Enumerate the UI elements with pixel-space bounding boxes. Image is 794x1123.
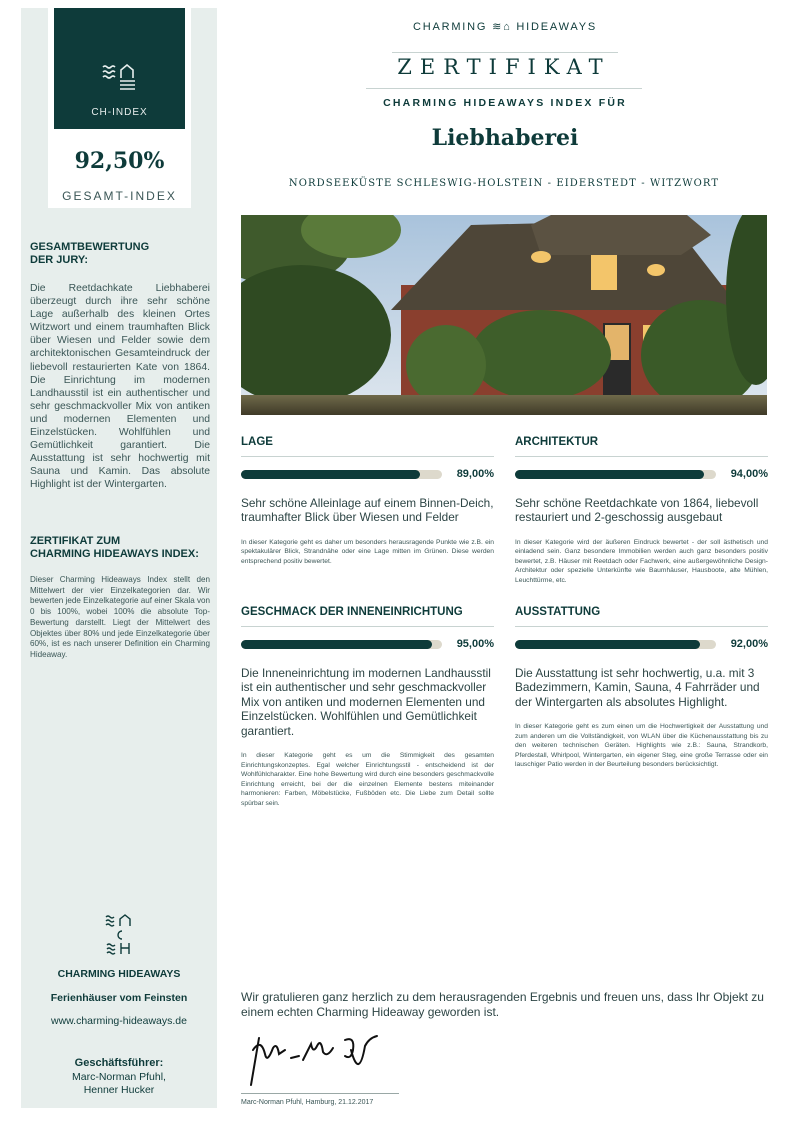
score-bar-track <box>515 640 716 649</box>
category-summary: Sehr schöne Alleinlage auf einem Binnen-Deich, traumhafter Blick über Wiesen und Felder <box>241 496 494 525</box>
score-bar-track <box>241 470 442 479</box>
company-tagline: Ferienhäuser vom Feinsten <box>50 992 188 1004</box>
score-value: 89,00% <box>456 468 494 480</box>
score-value: 92,00% <box>730 638 768 650</box>
handwritten-signature <box>241 1030 401 1090</box>
category-rule <box>241 626 494 627</box>
property-name: Liebhaberei <box>431 125 579 151</box>
title-rule-top <box>392 52 618 53</box>
score-bar-fill <box>515 470 704 479</box>
score-bar-fill <box>241 640 432 649</box>
ch-index-logo <box>54 8 185 129</box>
score-bar <box>515 638 768 652</box>
property-photo <box>241 215 767 415</box>
signature-line <box>241 1093 399 1094</box>
title-rule-bottom <box>366 88 642 89</box>
jury-text: Die Reetdachkate Liebhaberei überzeugt durch ihre sehr schöne Lage außerhalb des kleinen Ortes Witzwort und einem traumhaften Blick über Wiesen und Felder sowie dem architektonischen Gesamteindruck der liebevoll restaurierten Kate von 1864. Die Einrichtung im modernen Landhausstil ist ein authentischer und sehr geschmackvoller Mix von antiken und modernen Elementen und Einzelstücken. Wohlfühlen und Gemütlichkeit garantiert. Die Ausstattung ist sehr hochwertig mit Sauna und Kamin. Das absolute Highlight ist der Wintergarten. <box>30 283 210 491</box>
company-name: CHARMING HIDEAWAYS <box>57 968 181 980</box>
score-bar-track <box>515 470 716 479</box>
category-title: ARCHITEKTUR <box>515 436 599 448</box>
category-summary: Die Ausstattung ist sehr hochwertig, u.a. mit 3 Badezimmern, Kamin, Sauna, 4 Fahrräder und der Wintergarten als absolutes Highlight. <box>515 666 760 709</box>
index-explanation: Dieser Charming Hideaways Index stellt den Mittelwert der vier Einzelkategorien dar. Wir bewerten jede Einzelkategorie auf einer Skala von 0 bis 100%, wobei 100% die absolute Top-Bewertung darstellt. Liegt der Mittelwert des Objektes über 80% und jede Einzelkategorie über 60%, ist es nach unserer Definition ein Charming Hideaway. <box>30 575 210 659</box>
score-bar <box>241 468 494 482</box>
category-summary: Die Inneneinrichtung im modernen Landhausstil ist ein authentischer und sehr geschmackvoller Mix von antiken und modernen Elementen und Einzelstücken. Wohlfühlen und Gemütlichkeit garantiert. <box>241 666 491 738</box>
category-rule <box>515 456 768 457</box>
ceo-label: Geschäftsführer: <box>74 1057 164 1069</box>
certificate-title: ZERTIFIKAT <box>397 55 611 79</box>
jury-heading: GESAMTBEWERTUNG DER JURY: <box>30 241 150 266</box>
ceo-name-1: Marc-Norman Pfuhl, <box>72 1071 166 1083</box>
congratulations-text: Wir gratulieren ganz herzlich zu dem herausragenden Ergebnis und freuen uns, dass Ihr Objekt zu einem echten Charming Hideaway geworden ist. <box>241 990 764 1019</box>
category-description: In dieser Kategorie geht es daher um besonders herausragende Punkte wie z.B. ein spektakulärer Blick, Strandnähe oder eine Lage mitten im Grünen. Diese werden entsprechend positiv bewertet. <box>241 538 494 565</box>
category-description: In dieser Kategorie geht es zum einen um die Hochwertigkeit der Ausstattung und zum anderen um die Vollständigkeit, von WLAN über die Küchenausstattung bis zu den weiteren technischen Geräten. Highlights wie z.B.: Sauna, Strandkorb, Pferdestall, Whirlpool, Wintergarten, ein eigener Steg, eine große Terrasse oder ein lauschiger Patio werden in der Beurteilung besonders berücksichtigt. <box>515 723 768 769</box>
score-bar-track <box>241 640 442 649</box>
certificate-subtitle: CHARMING HIDEAWAYS INDEX FÜR <box>383 97 627 109</box>
index-card <box>48 8 191 208</box>
category-lage <box>241 436 494 566</box>
website-link[interactable]: www.charming-hideaways.de <box>51 1015 187 1027</box>
category-rule <box>515 626 768 627</box>
score-bar-fill <box>515 640 700 649</box>
category-architektur <box>515 436 768 585</box>
property-location: NORDSEEKÜSTE SCHLESWIG-HOLSTEIN - EIDERSTEDT - WITZWORT <box>288 178 720 189</box>
score-value: 94,00% <box>730 468 768 480</box>
ch-logo-icon <box>102 64 136 90</box>
category-summary: Sehr schöne Reetdachkate von 1864, liebevoll restauriert und 2-geschossig ausgebaut <box>515 496 759 525</box>
gesamt-index-value: 92,50% <box>74 148 165 174</box>
sidebar <box>21 8 217 1108</box>
brand-logo: CHARMING ≋⌂ HIDEAWAYS <box>412 21 598 33</box>
category-title: AUSSTATTUNG <box>515 606 601 618</box>
index-heading: ZERTIFIKAT ZUM CHARMING HIDEAWAYS INDEX: <box>30 535 199 560</box>
signature-caption: Marc-Norman Pfuhl, Hamburg, 21.12.2017 <box>241 1099 374 1106</box>
thatched-cottage-image <box>241 215 767 415</box>
category-title: LAGE <box>241 436 273 448</box>
gesamt-index-caption: GESAMT-INDEX <box>62 189 177 203</box>
ch-monogram-icon <box>104 913 134 955</box>
category-rule <box>241 456 494 457</box>
ch-index-label: CH-INDEX <box>91 107 148 118</box>
category-title: GESCHMACK DER INNENEINRICHTUNG <box>241 606 463 618</box>
score-bar <box>241 638 494 652</box>
ceo-name-2: Henner Hucker <box>83 1084 155 1096</box>
ch-monogram-logo <box>21 913 217 960</box>
score-bar-fill <box>241 470 420 479</box>
category-description: In dieser Kategorie wird der äußeren Eindruck bewertet - der soll ästhetisch und einladend sein. Ganz besondere Immobilien werden auch ganz besonders positiv bewertet, z.B. Häuser mit Reetdach oder Fachwerk, eine außergewöhnliche Design-Architektur oder spezielle Unterkünfte wie Baumhäuser, Hausboote, alte Mühlen, Leuchttürme, etc. <box>515 538 768 584</box>
score-value: 95,00% <box>456 638 494 650</box>
category-ausstattung <box>515 606 768 770</box>
score-bar <box>515 468 768 482</box>
category-inneneinrichtung <box>241 606 494 808</box>
category-description: In dieser Kategorie geht es um die Stimmigkeit des gesamten Einrichtungskonzeptes. Egal welcher Einrichtungsstil - entscheidend ist der Wohlfühlcharakter. Eine hohe Bewertung wird durch eine besonders geschmackvolle Einrichtung erreicht, bei der die einzelnen Elemente bestens miteinander harmonieren: Farben, Möbelstücke, Fußböden etc. Die Liebe zum Detail sollte spürbar sein. <box>241 752 494 807</box>
